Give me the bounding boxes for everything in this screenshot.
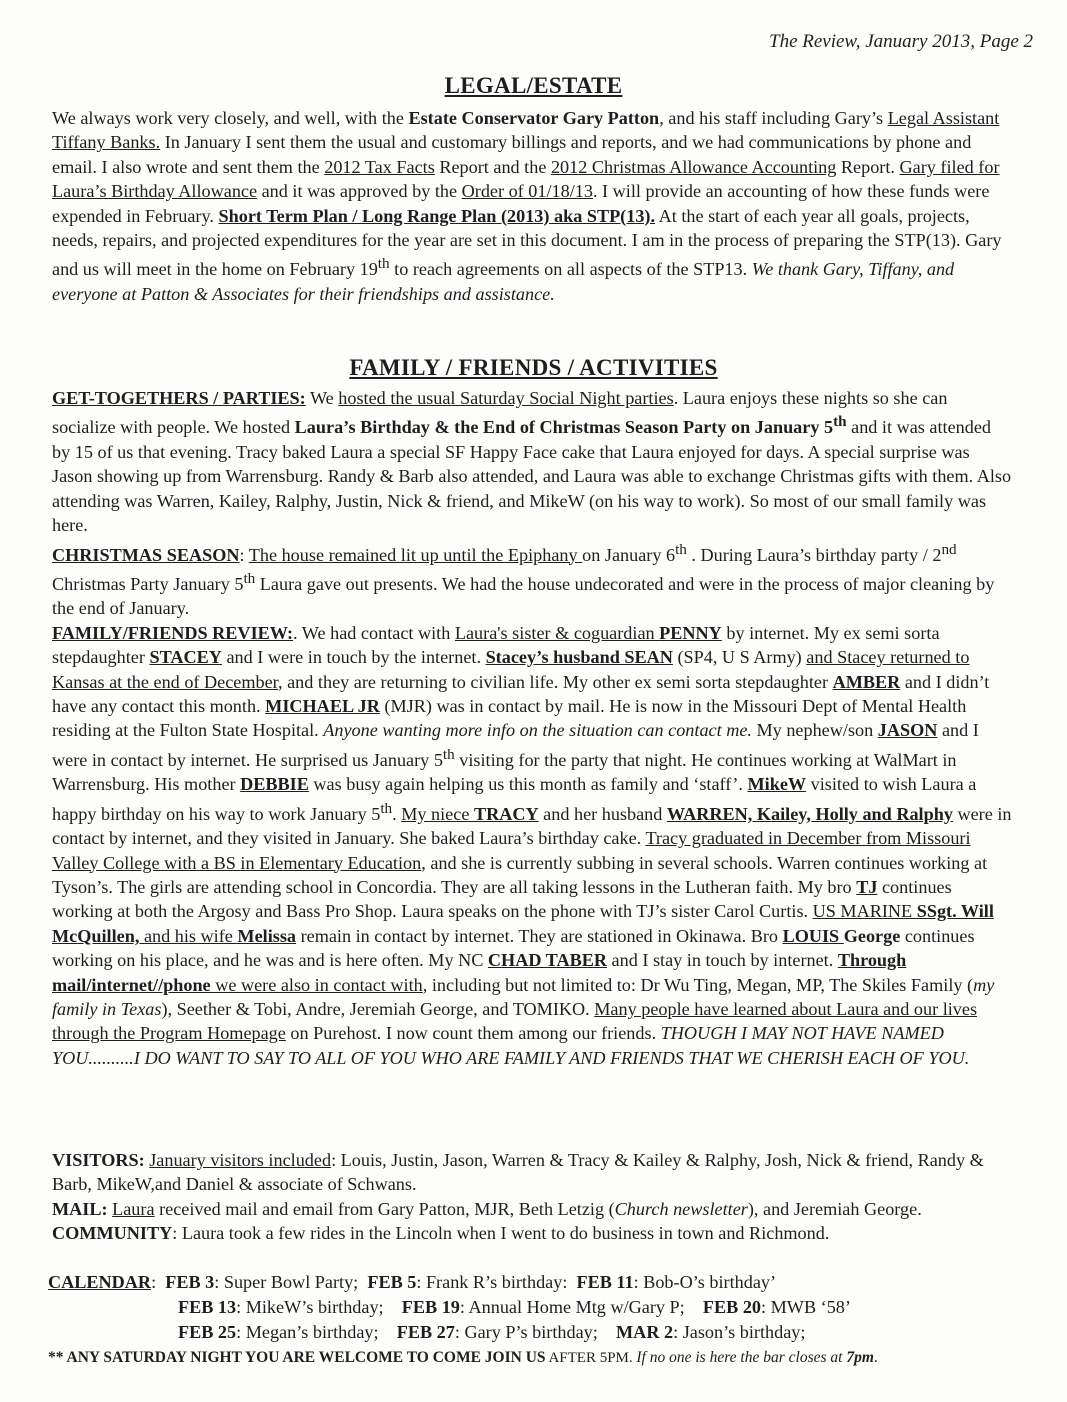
text: (MJR) was in contact by mail. He is now in the Missouri Dept of Mental Health residing at the Fulton State Hospital. bbox=[52, 696, 967, 741]
text: to reach agreements on all aspects of the STP13. bbox=[389, 259, 752, 280]
bold-text bbox=[748, 774, 807, 794]
superscript: nd bbox=[941, 540, 957, 558]
text: ), Seether & Tobi, Andre, Jeremiah George, and TOMIKO. bbox=[161, 999, 595, 1020]
calendar-date: FEB 25 bbox=[178, 1322, 237, 1342]
christmas-season-paragraph bbox=[52, 538, 1012, 621]
text: was busy again helping us this month as family and ‘staff’. bbox=[308, 774, 748, 795]
get-togethers-paragraph bbox=[52, 386, 1012, 538]
text: In January I sent them the usual and customary billings and reports, and we had communications by phone and email. I also wrote and sent them the bbox=[52, 132, 972, 177]
visitors-paragraph bbox=[52, 1148, 1012, 1197]
text: , and his staff including Gary’s bbox=[659, 108, 888, 128]
bold-text bbox=[240, 774, 309, 794]
underlined-text: January visitors included bbox=[149, 1150, 332, 1170]
underlined-text: Laura’s Birthday Allowance bbox=[52, 181, 258, 202]
underlined-text: TRACY bbox=[473, 803, 539, 824]
bold-text bbox=[488, 950, 607, 970]
bold-text: Laura’s Birthday & the End of Christmas Season Party on January 5 bbox=[294, 417, 834, 438]
bold-text bbox=[846, 1349, 874, 1366]
text: Report and the bbox=[434, 156, 551, 177]
text: on January 6 bbox=[582, 544, 676, 565]
family-friends-review-paragraph bbox=[52, 621, 1012, 1070]
underlined-text: and Stacey returned to Kansas at the end of December bbox=[52, 647, 970, 692]
underlined-text: Gary filed for bbox=[899, 156, 1000, 177]
text: . During Laura’s birthday party / 2 bbox=[686, 544, 942, 565]
text: . bbox=[392, 803, 402, 824]
text: . We had contact with bbox=[293, 622, 455, 643]
legal-estate-paragraph bbox=[52, 106, 1012, 306]
underlined-text: SSgt. Will McQuillen, bbox=[52, 901, 994, 946]
underlined-text: Laura bbox=[112, 1198, 155, 1219]
underlined-text: LOUIS bbox=[782, 925, 844, 946]
calendar-date: FEB 19 bbox=[401, 1297, 460, 1317]
superscript: th bbox=[377, 255, 390, 273]
underlined-text: hosted the usual Saturday Social Night parties bbox=[338, 388, 674, 408]
superscript: th bbox=[675, 540, 687, 558]
text: We bbox=[305, 388, 339, 408]
underlined-text: GET-TOGETHERS / PARTIES: bbox=[52, 388, 306, 408]
visitors-mail-section bbox=[52, 1148, 1012, 1246]
text: and her husband bbox=[538, 803, 667, 824]
bold-text bbox=[856, 877, 877, 897]
underlined-text: 2012 Christmas Allowance Accounting bbox=[550, 156, 837, 177]
legal-estate-heading: LEGAL/ESTATE bbox=[444, 73, 623, 98]
text: visited to wish Laura a happy birthday on his way to work January 5 bbox=[52, 774, 977, 824]
underlined-text: PENNY bbox=[659, 622, 722, 643]
saturday-night-notice bbox=[48, 1346, 878, 1370]
underlined-text: CHAD TABER bbox=[487, 950, 607, 971]
italic-text: Church newsletter bbox=[614, 1198, 748, 1219]
underlined-text: Legal Assistant Tiffany Banks. bbox=[52, 108, 1000, 153]
italic-text: Anyone wanting more info on the situation can contact me. bbox=[323, 720, 752, 741]
community-paragraph bbox=[52, 1221, 1012, 1245]
text: . I will provide an accounting of how these funds were expended in February. bbox=[52, 181, 990, 226]
underlined-text: Stacey’s husband SEAN bbox=[485, 647, 673, 668]
section-label: VISITORS: bbox=[52, 1150, 145, 1170]
superscript: th bbox=[833, 413, 847, 431]
text: visiting for the party that night. He continues working at WalMart in Warrensburg. His mother bbox=[52, 749, 957, 795]
underlined-text: CHRISTMAS SEASON bbox=[52, 544, 240, 565]
underlined-text: Short Term Plan / Long Range Plan (2013) aka STP(13). bbox=[218, 205, 656, 226]
bold-text bbox=[783, 926, 844, 946]
calendar-date: FEB 5 bbox=[367, 1272, 417, 1292]
family-friends-heading: FAMILY / FRIENDS / ACTIVITIES bbox=[349, 355, 718, 380]
superscript: th bbox=[442, 745, 455, 763]
text: AFTER 5PM. bbox=[545, 1350, 637, 1366]
text: , including but not limited to: Dr Wu Ting, Megan, MP, The Skiles Family ( bbox=[422, 974, 974, 995]
bold-text bbox=[833, 672, 901, 692]
text: : Louis, Justin, Jason, Warren & Tracy & Kailey & Ralphy, Josh, Nick & friend, Randy & Barb, MikeW,and Daniel & associate of Schwans. bbox=[52, 1150, 984, 1195]
calendar-event: : Jason’s birthday; bbox=[673, 1322, 806, 1342]
underlined-text: Tracy graduated in December from Missouri Valley College with a BS in Elementary Education bbox=[52, 828, 971, 873]
text: . Laura enjoys these nights so she can socialize with people. We hosted bbox=[52, 388, 948, 438]
calendar-event: : Annual Home Mtg w/Gary P; bbox=[459, 1297, 690, 1317]
underlined-text: we were also in contact with bbox=[210, 974, 423, 995]
calendar-event: : MWB ‘58’ bbox=[761, 1297, 851, 1317]
calendar-date: FEB 11 bbox=[576, 1272, 634, 1292]
legal-estate-section bbox=[52, 106, 1012, 306]
underlined-text: Order of 01/18/13 bbox=[461, 181, 593, 202]
italic-text: We thank Gary, Tiffany, and everyone at Patton & Associates for their friendships and assistance. bbox=[52, 259, 955, 304]
text: My nephew/son bbox=[751, 720, 878, 741]
underlined-text: My niece bbox=[401, 803, 474, 824]
text: (SP4, U S Army) bbox=[672, 647, 807, 668]
bold-text bbox=[878, 720, 938, 740]
calendar-date: FEB 27 bbox=[396, 1322, 455, 1342]
bold-text bbox=[237, 926, 296, 946]
text: continues working at both the Argosy and Bass Pro Shop. Laura speaks on the phone with TJ’s sister Carol Curtis. bbox=[52, 877, 952, 922]
text: and I were in contact by internet. He surprised us January 5 bbox=[52, 720, 979, 770]
family-friends-section bbox=[52, 386, 1012, 1070]
italic-text: 7pm bbox=[846, 1349, 874, 1366]
text: and I didn’t have any contact this month. bbox=[52, 671, 990, 717]
italic-text: THOUGH I MAY NOT HAVE NAMED YOU..........I DO WANT TO SAY TO ALL OF YOU WHO ARE FAMILY AND FRIENDS THAT WE CHERISH EACH OF YOU. bbox=[52, 1023, 970, 1068]
calendar-event: : Frank R’s birthday: bbox=[416, 1272, 572, 1292]
bold-text bbox=[474, 804, 539, 824]
text: . bbox=[873, 1349, 878, 1366]
text: on Purehost. I now count them among our friends. bbox=[285, 1023, 661, 1044]
text: and I were in touch by the internet. bbox=[221, 647, 486, 668]
underlined-text: AMBER bbox=[832, 671, 901, 692]
text: Laura gave out presents. We had the house undecorated and were in the process of major cleaning by the end of January. bbox=[52, 574, 995, 619]
underlined-text: Through mail/internet//phone bbox=[52, 950, 907, 995]
underlined-text: FAMILY/FRIENDS REVIEW: bbox=[52, 622, 294, 643]
calendar-event: : Bob-O’s birthday’ bbox=[633, 1272, 777, 1292]
bold-text bbox=[659, 623, 722, 643]
page-header: The Review, January 2013, Page 2 bbox=[769, 31, 1033, 52]
underlined-text: DEBBIE bbox=[240, 774, 309, 795]
underlined-text: 2012 Tax Facts bbox=[324, 156, 435, 177]
superscript: th bbox=[380, 799, 393, 817]
calendar-date: FEB 13 bbox=[178, 1297, 237, 1317]
underlined-text: The house remained lit up until the Epiphany bbox=[248, 544, 583, 565]
italic-text: my family in Texas bbox=[52, 974, 995, 1020]
underlined-text: TJ bbox=[856, 877, 878, 898]
section-label bbox=[52, 545, 239, 565]
text: , and she is currently subbing in several schools. Warren continues working at Tyson’s. The girls are attending school in Concordia. They are all taking lessons in the Lutheran faith. My bro bbox=[52, 852, 988, 898]
text: : Laura took a few rides in the Lincoln when I went to do business in town and Richmond. bbox=[172, 1223, 830, 1244]
underlined-text: JASON bbox=[877, 720, 938, 741]
underlined-text: Many people have learned about Laura and our lives through the Program Homepage bbox=[52, 999, 978, 1044]
calendar-row-3 bbox=[178, 1320, 805, 1344]
calendar-date: FEB 3 bbox=[165, 1272, 215, 1292]
calendar-event: : MikeW’s birthday; bbox=[236, 1297, 389, 1317]
text: ), and Jeremiah George. bbox=[747, 1198, 922, 1219]
calendar-label bbox=[48, 1272, 151, 1292]
calendar-event: : Super Bowl Party; bbox=[214, 1272, 363, 1292]
text: and it was approved by the bbox=[257, 181, 462, 202]
calendar-row-2 bbox=[178, 1295, 851, 1319]
notice-caps: ** ANY SATURDAY NIGHT YOU ARE WELCOME TO COME JOIN US bbox=[48, 1349, 546, 1366]
underlined-text: CALENDAR bbox=[48, 1272, 152, 1292]
section-label: MAIL: bbox=[52, 1198, 108, 1219]
text: At the start of each year all goals, projects, needs, repairs, and projected expenditures for the year are set in this document. I am in the process of preparing the STP(13). Gary and us will meet in the home on February 19 bbox=[52, 205, 1002, 280]
section-label: COMMUNITY bbox=[52, 1223, 173, 1244]
underlined-text: STACEY bbox=[149, 647, 222, 668]
calendar-row-1 bbox=[48, 1270, 776, 1294]
text: and it was attended by 15 of us that evening. Tracy baked Laura a special SF Happy Face cake that Laura enjoyed for days. A special surprise was Jason showing up from Warrensburg. Randy & Barb also attended, and Laura was able to exchange Christmas gifts with them. Also attending was Warren, Kailey, Ralphy, Justin, Nick & friend, and MikeW (on his way to work). So most of our small family was here. bbox=[52, 417, 1012, 536]
bold-text bbox=[833, 413, 847, 437]
text: received mail and email from Gary Patton, MJR, Beth Letzig ( bbox=[154, 1198, 615, 1219]
underlined-text: MikeW bbox=[747, 774, 807, 795]
bold-text bbox=[486, 647, 673, 667]
underlined-text: MICHAEL JR bbox=[265, 696, 380, 717]
text: , and they are returning to civilian life. My other ex semi sorta stepdaughter bbox=[278, 671, 833, 692]
bold-text bbox=[265, 696, 380, 716]
italic-text: If no one is here the bar closes at bbox=[636, 1349, 847, 1366]
text: continues working on his place, and he was and is here often. My NC bbox=[52, 925, 975, 971]
calendar-event: : Gary P’s birthday; bbox=[454, 1322, 603, 1342]
underlined-text: Melissa bbox=[237, 925, 297, 946]
superscript: th bbox=[243, 569, 256, 587]
bold-text bbox=[219, 206, 656, 226]
text: We always work very closely, and well, with the bbox=[52, 108, 409, 128]
text: and I stay in touch by internet. bbox=[607, 950, 838, 971]
text: : bbox=[239, 544, 249, 565]
underlined-text: US MARINE bbox=[812, 901, 917, 922]
calendar-event: : Megan’s birthday; bbox=[236, 1322, 384, 1342]
bold-text: George bbox=[843, 925, 901, 946]
text: Christmas Party January 5 bbox=[52, 574, 244, 595]
underlined-text: Laura's sister & coguardian bbox=[454, 622, 660, 643]
text: Report. bbox=[836, 156, 900, 177]
bold-text bbox=[667, 804, 953, 824]
text: by internet. My ex semi sorta stepdaughter bbox=[52, 622, 940, 668]
section-label bbox=[52, 388, 306, 408]
mail-paragraph bbox=[52, 1197, 1012, 1221]
bold-text: Estate Conservator Gary Patton bbox=[408, 108, 660, 128]
section-label bbox=[52, 623, 293, 643]
calendar-date: MAR 2 bbox=[616, 1322, 674, 1342]
text: : bbox=[151, 1272, 166, 1292]
underlined-text: and his wife bbox=[139, 925, 238, 946]
text: were in contact by internet, and they visited in January. She baked Laura’s birthday cake. bbox=[52, 803, 1012, 849]
text: remain in contact by internet. They are stationed in Okinawa. Bro bbox=[296, 925, 783, 946]
calendar-date: FEB 20 bbox=[702, 1297, 762, 1317]
underlined-text: WARREN, Kailey, Holly and Ralphy bbox=[666, 803, 953, 824]
bold-text bbox=[149, 647, 221, 667]
